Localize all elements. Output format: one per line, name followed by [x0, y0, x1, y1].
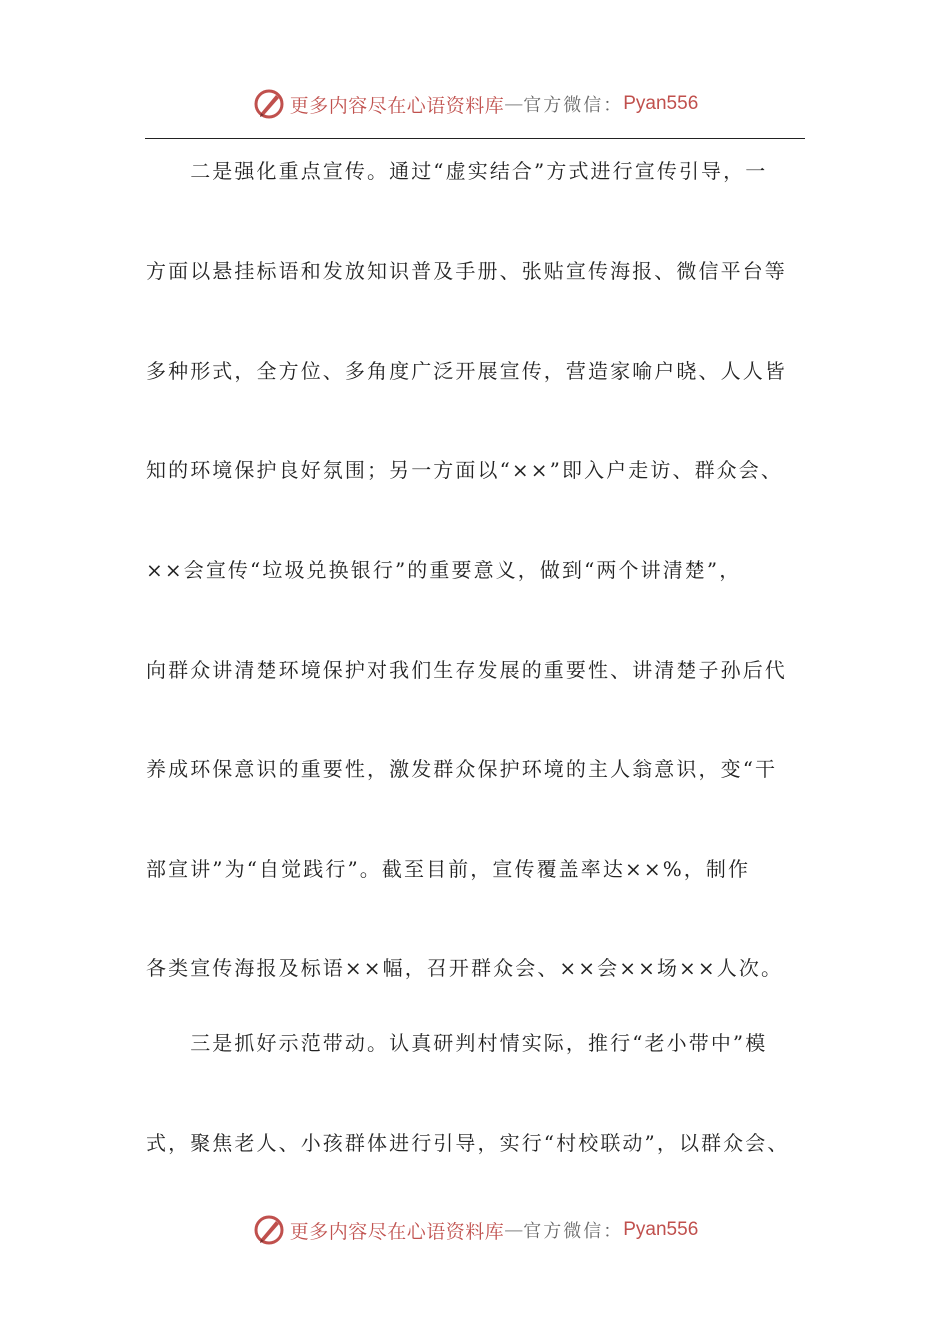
text-line: 三是抓好示范带动。认真研判村情实际，推行“老小带中”模: [146, 1031, 768, 1055]
banner-main-text: 更多内容尽在心语资料库: [289, 1220, 505, 1243]
text-line: 各类宣传海报及标语××幅，召开群众会、××会××场××人次。: [146, 956, 784, 980]
banner-label: 官方微信：: [523, 1221, 624, 1242]
text-line: 多种形式，全方位、多角度广泛开展宣传，营造家喻户晓、人人皆: [146, 359, 787, 383]
text-line: 二是强化重点宣传。通过“虚实结合”方式进行宣传引导，一: [146, 159, 768, 183]
pen-logo-icon: [252, 1213, 286, 1247]
text-line: 向群众讲清楚环境保护对我们生存发展的重要性、讲清楚子孙后代: [146, 658, 787, 682]
text-line: 方面以悬挂标语和发放知识普及手册、张贴宣传海报、微信平台等: [146, 259, 787, 283]
text-line: ××会宣传“垃圾兑换银行”的重要意义，做到“两个讲清楚”，: [146, 558, 742, 582]
footer-watermark-banner: [0, 1210, 950, 1250]
pen-logo-icon: [252, 87, 286, 121]
header-watermark-banner: [0, 84, 950, 124]
text-line: 养成环保意识的重要性，激发群众保护环境的主人翁意识，变“干: [146, 757, 778, 781]
text-line: 式，聚焦老人、小孩群体进行引导，实行“村校联动”，以群众会、: [146, 1131, 790, 1155]
banner-main-text: 更多内容尽在心语资料库: [289, 94, 505, 117]
banner-dash: —: [504, 1219, 524, 1241]
text-line: 部宣讲”为“自觉践行”。截至目前，宣传覆盖率达××%，制作: [146, 857, 751, 881]
text-line: 知的环境保护良好氛围；另一方面以“××”即入户走访、群众会、: [146, 458, 783, 482]
banner-wechat-id: Pyan556: [623, 93, 699, 114]
header-rule: [145, 138, 805, 139]
banner-dash: —: [504, 93, 524, 115]
banner-label: 官方微信：: [523, 95, 624, 116]
banner-wechat-id: Pyan556: [623, 1219, 699, 1240]
